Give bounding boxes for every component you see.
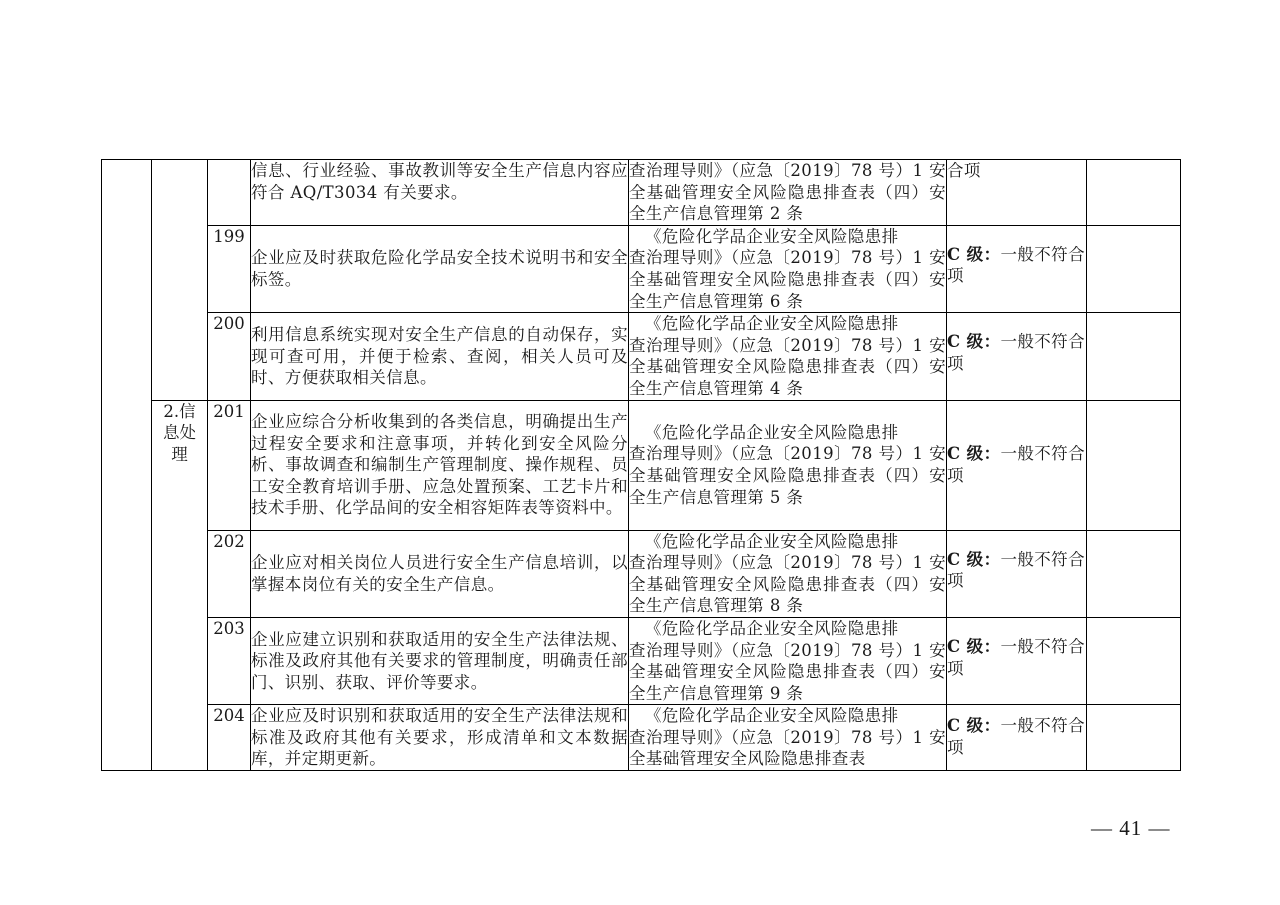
basis-text: 《危险化学品企业安全风险隐患排 查治理导则》（应急〔2019〕78 号）1 安全基础管理安全风险隐患排查表（四）安全生产信息管理第 8 条 <box>629 530 947 617</box>
item-number: 200 <box>208 313 251 400</box>
grade-cell: C 级：一般不符合项 <box>947 225 1087 312</box>
remark-cell <box>1087 313 1181 400</box>
requirement-text: 利用信息系统实现对安全生产信息的自动保存，实现可查可用，并便于检索、查阅，相关人员可及时、方便获取相关信息。 <box>251 313 629 400</box>
remark-cell <box>1087 705 1181 771</box>
requirement-text: 企业应对相关岗位人员进行安全生产信息培训，以掌握本岗位有关的安全生产信息。 <box>251 530 629 617</box>
basis-text: 《危险化学品企业安全风险隐患排 查治理导则》（应急〔2019〕78 号）1 安全基础管理安全风险隐患排查表（四）安全生产信息管理第 4 条 <box>629 313 947 400</box>
table-row <box>102 313 1181 400</box>
grade-cell: 合项 <box>947 160 1087 226</box>
item-number: 201 <box>208 400 251 530</box>
table-row <box>102 530 1181 617</box>
item-number: 202 <box>208 530 251 617</box>
basis-text: 查治理导则》（应急〔2019〕78 号）1 安全基础管理安全风险隐患排查表（四）安全生产信息管理第 2 条 <box>629 160 947 226</box>
remark-cell <box>1087 225 1181 312</box>
item-number: 204 <box>208 705 251 771</box>
requirement-text: 企业应及时识别和获取适用的安全生产法律法规和标准及政府其他有关要求，形成清单和文本数据库，并定期更新。 <box>251 705 629 771</box>
basis-text: 《危险化学品企业安全风险隐患排 查治理导则》（应急〔2019〕78 号）1 安全基础管理安全风险隐患排查表（四）安全生产信息管理第 5 条 <box>629 400 947 530</box>
subcategory-label: 2.信息处理 <box>152 400 208 771</box>
item-number <box>208 160 251 226</box>
grade-cell: C 级：一般不符合项 <box>947 400 1087 530</box>
item-number: 199 <box>208 225 251 312</box>
grade-cell: C 级：一般不符合项 <box>947 530 1087 617</box>
requirement-text: 企业应综合分析收集到的各类信息，明确提出生产过程安全要求和注意事项，并转化到安全风险分析、事故调查和编制生产管理制度、操作规程、员工安全教育培训手册、应急处置预案、工艺卡片和技术手册、化学品间的安全相容矩阵表等资料中。 <box>251 400 629 530</box>
requirement-text: 企业应建立识别和获取适用的安全生产法律法规、标准及政府其他有关要求的管理制度，明确责任部门、识别、获取、评价等要求。 <box>251 617 629 704</box>
table-row <box>102 617 1181 704</box>
table-row <box>102 400 1181 530</box>
page-number: — 41 — <box>1091 816 1171 840</box>
basis-text: 《危险化学品企业安全风险隐患排 查治理导则》（应急〔2019〕78 号）1 安全基础管理安全风险隐患排查表 <box>629 705 947 771</box>
basis-text: 《危险化学品企业安全风险隐患排 查治理导则》（应急〔2019〕78 号）1 安全基础管理安全风险隐患排查表（四）安全生产信息管理第 9 条 <box>629 617 947 704</box>
grade-cell: C 级：一般不符合项 <box>947 705 1087 771</box>
table-row <box>102 160 1181 226</box>
basis-text: 《危险化学品企业安全风险隐患排 查治理导则》（应急〔2019〕78 号）1 安全基础管理安全风险隐患排查表（四）安全生产信息管理第 6 条 <box>629 225 947 312</box>
table-row <box>102 705 1181 771</box>
category-cell <box>102 160 152 771</box>
remark-cell <box>1087 160 1181 226</box>
grade-cell: C 级：一般不符合项 <box>947 617 1087 704</box>
remark-cell <box>1087 400 1181 530</box>
grade-cell: C 级：一般不符合项 <box>947 313 1087 400</box>
remark-cell <box>1087 530 1181 617</box>
requirement-text: 企业应及时获取危险化学品安全技术说明书和安全标签。 <box>251 225 629 312</box>
item-number: 203 <box>208 617 251 704</box>
inspection-table <box>101 159 1181 771</box>
subcategory-cell-prev <box>152 160 208 401</box>
requirement-text: 信息、行业经验、事故教训等安全生产信息内容应符合 AQ/T3034 有关要求。 <box>251 160 629 226</box>
remark-cell <box>1087 617 1181 704</box>
table-row <box>102 225 1181 312</box>
